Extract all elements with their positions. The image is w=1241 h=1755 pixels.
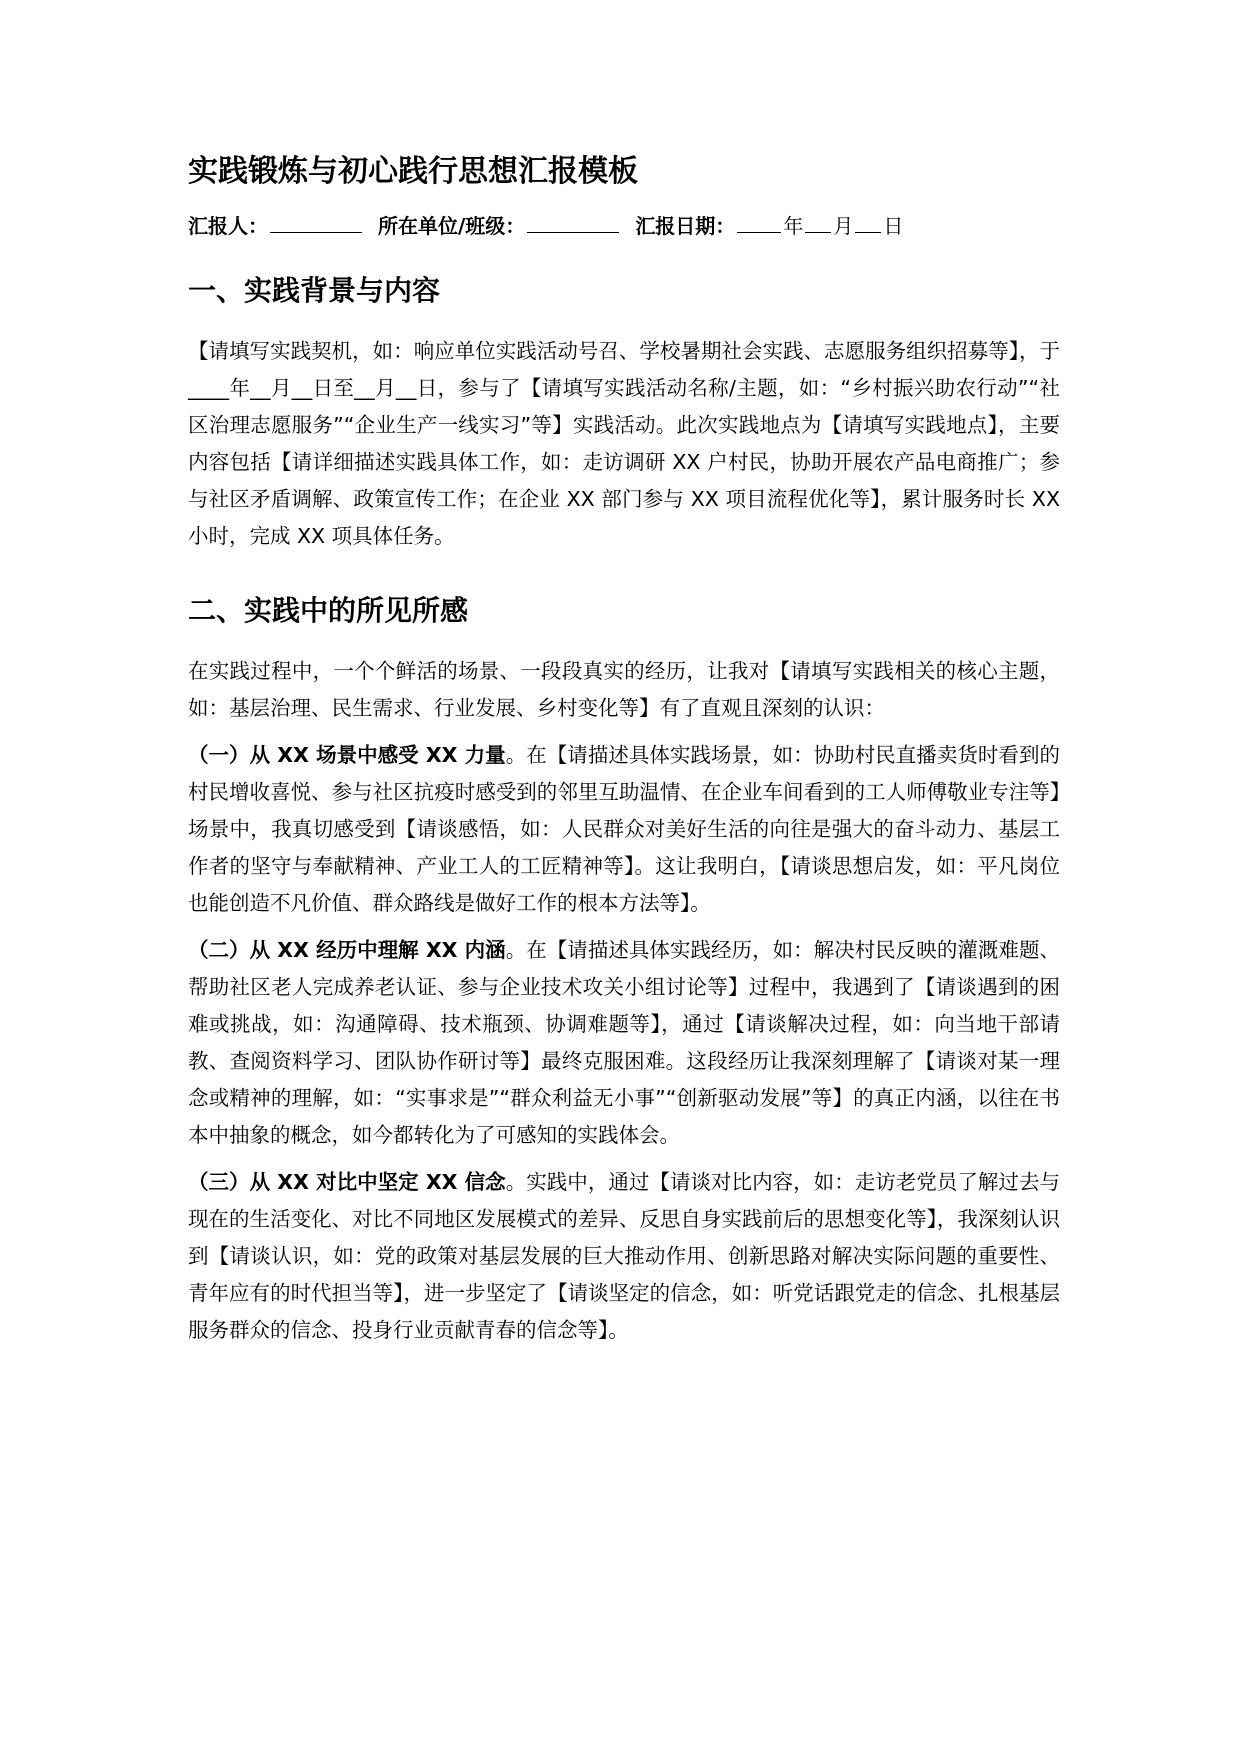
paragraph-observations-intro: 在实践过程中，一个个鲜活的场景、一段段真实的经历，让我对【请填写实践相关的核心主题，如：基层治理、民生需求、行业发展、乡村变化等】有了直观且深刻的认识： [188,659,1060,720]
document-title: 实践锻炼与初心践行思想汇报模板 [188,154,638,189]
year-label: 年 [783,214,804,238]
paragraph-experience-text: 。在【请描述具体实践经历，如：解决村民反映的灌溉难题、帮助社区老人完成养老认证、参与企业技术攻关小组讨论等】过程中，我遇到了【请谈遇到的困难或挑战，如：沟通障碍、技术瓶颈、协调难题等】，通过【请谈解决过程，如：向当地干部请教、查阅资料学习、团队协作研讨等】最终克服困难。这段经历让我深刻理解了【请谈对某一理念或精神的理解，如：“实事求是”“群众利益无小事”“创新驱动发展”等】的真正内涵，以往在书本中抽象的概念，如今都转化为了可感知的实践体会。 [188,938,1060,1147]
subheading-experience: （二）从 XX 经历中理解 XX 内涵 [188,938,506,962]
paragraph-scene [188,737,1060,922]
section-heading-observations: 二、实践中的所见所感 [188,594,469,627]
subheading-scene: （一）从 XX 场景中感受 XX 力量 [188,743,506,767]
unit-label: 所在单位/班级： [378,214,526,238]
day-label: 日 [883,214,904,238]
paragraph-experience [188,932,1060,1154]
paragraph-scene-text: 。在【请描述具体实践场景，如：协助村民直播卖货时看到的村民增收喜悦、参与社区抗疫时感受到的邻里互助温情、在企业车间看到的工人师傅敬业专注等】场景中，我真切感受到【请谈感悟，如：人民群众对美好生活的向往是强大的奋斗动力、基层工作者的坚守与奉献精神、产业工人的工匠精神等】。这让我明白，【请谈思想启发，如：平凡岗位也能创造不凡价值、群众路线是做好工作的根本方法等】。 [188,743,1060,915]
report-meta-line [188,210,1060,241]
paragraph-contrast [188,1164,1060,1349]
reporter-label: 汇报人： [188,214,268,238]
paragraph-contrast-text: 。实践中，通过【请谈对比内容，如：走访老党员了解过去与现在的生活变化、对比不同地区发展模式的差异、反思自身实践前后的思想变化等】，我深刻认识到【请谈认识，如：党的政策对基层发展的巨大推动作用、创新思路对解决实际问题的重要性、青年应有的时代担当等】，进一步坚定了【请谈坚定的信念，如：听党话跟党走的信念、扎根基层服务群众的信念、投身行业贡献青春的信念等】。 [188,1170,1060,1342]
year-blank[interactable] [737,210,781,233]
document-page [188,150,1060,1359]
day-blank[interactable] [855,210,881,233]
section-heading-background: 一、实践背景与内容 [188,274,441,307]
month-blank[interactable] [805,210,831,233]
subheading-contrast: （三）从 XX 对比中坚定 XX 信念 [188,1170,506,1194]
date-label: 汇报日期： [635,214,736,238]
month-label: 月 [833,214,854,238]
unit-blank[interactable] [527,210,619,233]
paragraph-background: 【请填写实践契机，如：响应单位实践活动号召、学校暑期社会实践、志愿服务组织招募等】，于____年__月__日至__月__日，参与了【请填写实践活动名称/主题，如：“乡村振兴助农行动”“社区治理志愿服务”“企业生产一线实习”等】实践活动。此次实践地点为【请填写实践地点】，主要内容包括【请详细描述实践具体工作，如：走访调研 XX 户村民，协助开展农产品电商推广；参与社区矛盾调解、政策宣传工作；在企业 XX 部门参与 XX 项目流程优化等】，累计服务时长 XX 小时，完成 XX 项具体任务。 [188,339,1060,548]
reporter-blank[interactable] [270,210,362,233]
